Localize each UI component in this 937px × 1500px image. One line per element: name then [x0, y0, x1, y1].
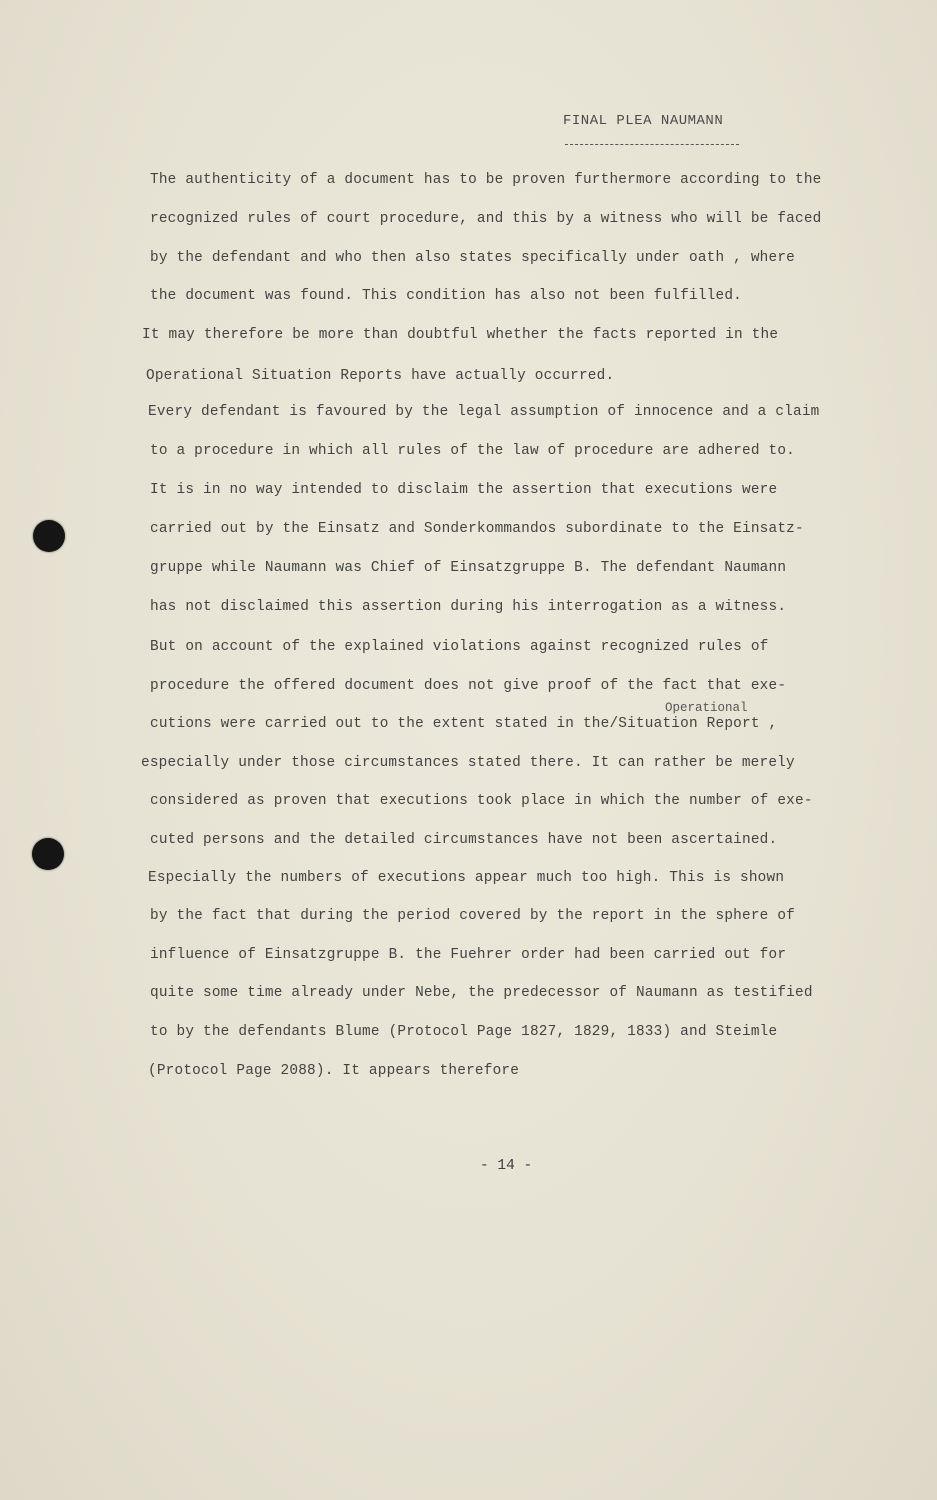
body-line: It may therefore be more than doubtful whether the facts reported in the: [142, 327, 779, 343]
body-line: (Protocol Page 2088). It appears therefore: [148, 1063, 520, 1079]
body-line: The authenticity of a document has to be proven furthermore according to the: [150, 172, 822, 188]
body-line: But on account of the explained violations against recognized rules of: [150, 639, 769, 655]
body-line: Especially the numbers of executions appear much too high. This is shown: [148, 870, 785, 886]
body-line: the document was found. This condition has also not been fulfilled.: [150, 288, 742, 304]
body-line: carried out by the Einsatz and Sonderkommandos subordinate to the Einsatz-: [150, 521, 804, 537]
body-line: quite some time already under Nebe, the predecessor of Naumann as testified: [150, 985, 813, 1001]
body-line: influence of Einsatzgruppe B. the Fuehrer order had been carried out for: [150, 947, 787, 963]
body-line: has not disclaimed this assertion during his interrogation as a witness.: [150, 599, 787, 615]
punch-hole: [32, 838, 64, 870]
body-line: considered as proven that executions took place in which the number of exe-: [150, 793, 813, 809]
body-line: by the defendant and who then also states specifically under oath , where: [150, 250, 796, 266]
body-line: cuted persons and the detailed circumstances have not been ascertained.: [150, 832, 778, 848]
body-line: cutions were carried out to the extent stated in the/Situation Report ,: [150, 716, 778, 732]
body-line: especially under those circumstances stated there. It can rather be merely: [141, 755, 795, 771]
punch-hole: [33, 520, 65, 552]
body-line: recognized rules of court procedure, and this by a witness who will be faced: [150, 211, 822, 227]
body-line: Every defendant is favoured by the legal assumption of innocence and a claim: [148, 404, 820, 420]
body-line: Operational Situation Reports have actually occurred.: [146, 368, 615, 384]
body-line: by the fact that during the period covered by the report in the sphere of: [150, 908, 796, 924]
page-number: - 14 -: [480, 1158, 533, 1174]
body-line: procedure the offered document does not give proof of the fact that exe-: [150, 678, 787, 694]
insertion-note: Operational: [665, 701, 748, 715]
body-line: to by the defendants Blume (Protocol Page 1827, 1829, 1833) and Steimle: [150, 1024, 778, 1040]
header-underline: [565, 144, 739, 145]
header-title: FINAL PLEA NAUMANN: [563, 113, 724, 129]
body-line: to a procedure in which all rules of the law of procedure are adhered to.: [150, 443, 796, 459]
body-line: It is in no way intended to disclaim the assertion that executions were: [150, 482, 778, 498]
body-line: gruppe while Naumann was Chief of Einsatzgruppe B. The defendant Naumann: [150, 560, 787, 576]
